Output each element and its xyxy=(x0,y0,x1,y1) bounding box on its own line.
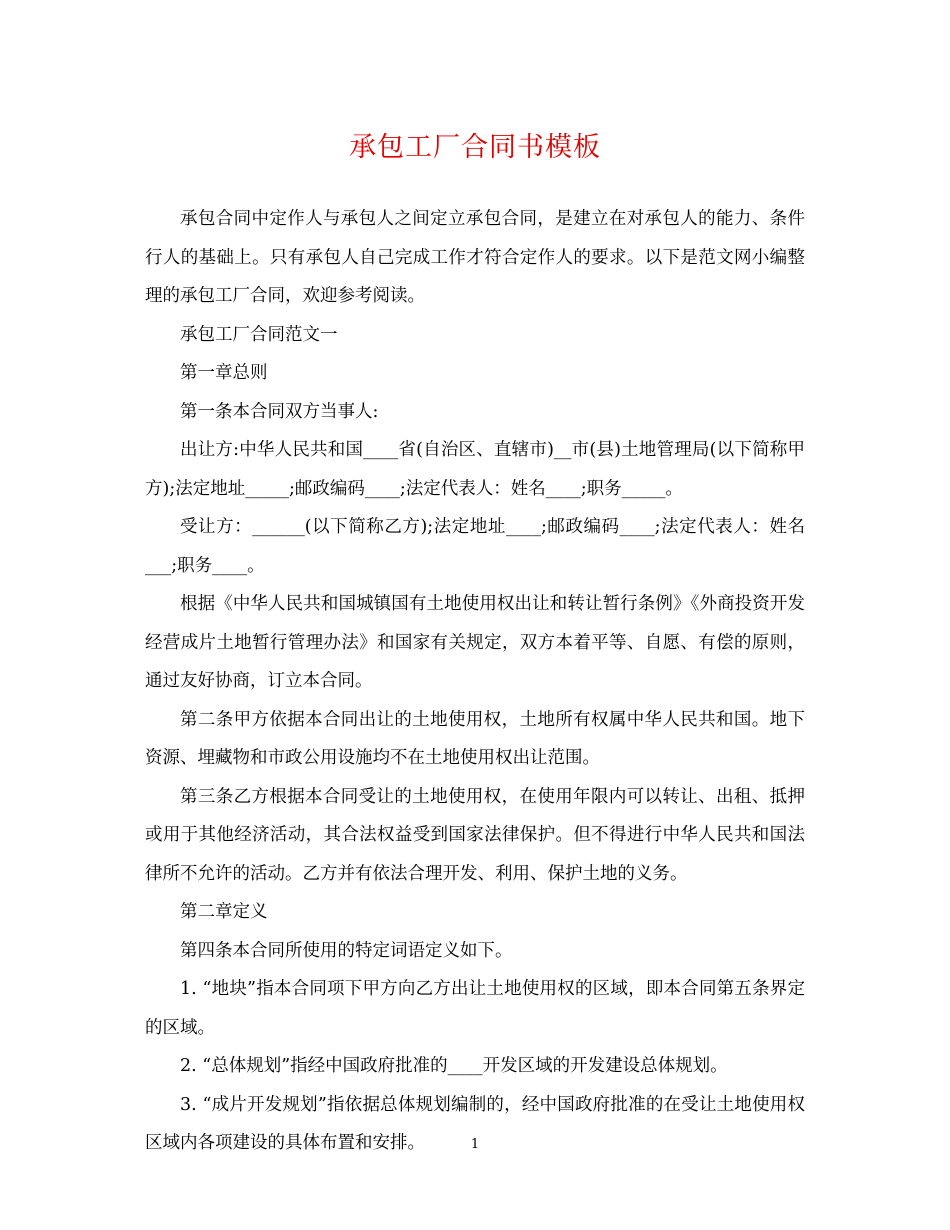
paragraph-article-4: 第四条本合同所使用的特定词语定义如下。 xyxy=(180,940,513,961)
paragraph-definition-2: 2. “总体规划”指经中国政府批准的____开发区域的开发建设总体规划。 xyxy=(180,1056,728,1076)
paragraph-chapter-2: 第二章定义 xyxy=(180,902,268,922)
paragraph-transferee: 受让方：______(以下简称乙方);法定地址____;邮政编码____;法定代表人：姓名___;职务____。 xyxy=(145,517,805,576)
paragraph-article-2: 第二条甲方依据本合同出让的土地使用权，土地所有权属中华人民共和国。地下资源、埋藏物和市政公用设施均不在土地使用权出让范围。 xyxy=(145,709,805,768)
paragraph-sample-heading: 承包工厂合同范文一 xyxy=(180,324,338,345)
paragraph-article-1: 第一条本合同双方当事人: xyxy=(180,401,379,422)
paragraph-basis: 根据《中华人民共和国城镇国有土地使用权出让和转让暂行条例》《外商投资开发经营成片土地暂行管理办法》和国家有关规定，双方本着平等、自愿、有偿的原则，通过友好协商，订立本合同。 xyxy=(145,594,805,691)
paragraph-transferor: 出让方:中华人民共和国____省(自治区、直辖市)__市(县)土地管理局(以下简称甲方);法定地址_____;邮政编码____;法定代表人：姓名____;职务_____。 xyxy=(145,440,805,499)
paragraph-definition-1: 1. “地块”指本合同项下甲方向乙方出让土地使用权的区域，即本合同第五条界定的区域。 xyxy=(145,979,805,1038)
paragraph-article-3: 第三条乙方根据本合同受让的土地使用权，在使用年限内可以转让、出租、抵押或用于其他经济活动，其合法权益受到国家法律保护。但不得进行中华人民共和国法律所不允许的活动。乙方并有依法合理开发、利用、保护土地的义务。 xyxy=(145,786,805,884)
page-number: 1 xyxy=(470,1137,480,1152)
document-title: 承包工厂合同书模板 xyxy=(349,132,601,163)
paragraph-intro: 承包合同中定作人与承包人之间定立承包合同，是建立在对承包人的能力、条件行人的基础上。只有承包人自己完成工作才符合定作人的要求。以下是范文网小编整理的承包工厂合同，欢迎参考阅读。 xyxy=(145,209,805,306)
document-body xyxy=(145,200,805,1163)
paragraph-definition-3: 3. “成片开发规划”指依据总体规划编制的，经中国政府批准的在受让土地使用权区域内各项建设的具体布置和安排。 xyxy=(145,1094,805,1153)
paragraph-chapter-1: 第一章总则 xyxy=(180,363,268,383)
